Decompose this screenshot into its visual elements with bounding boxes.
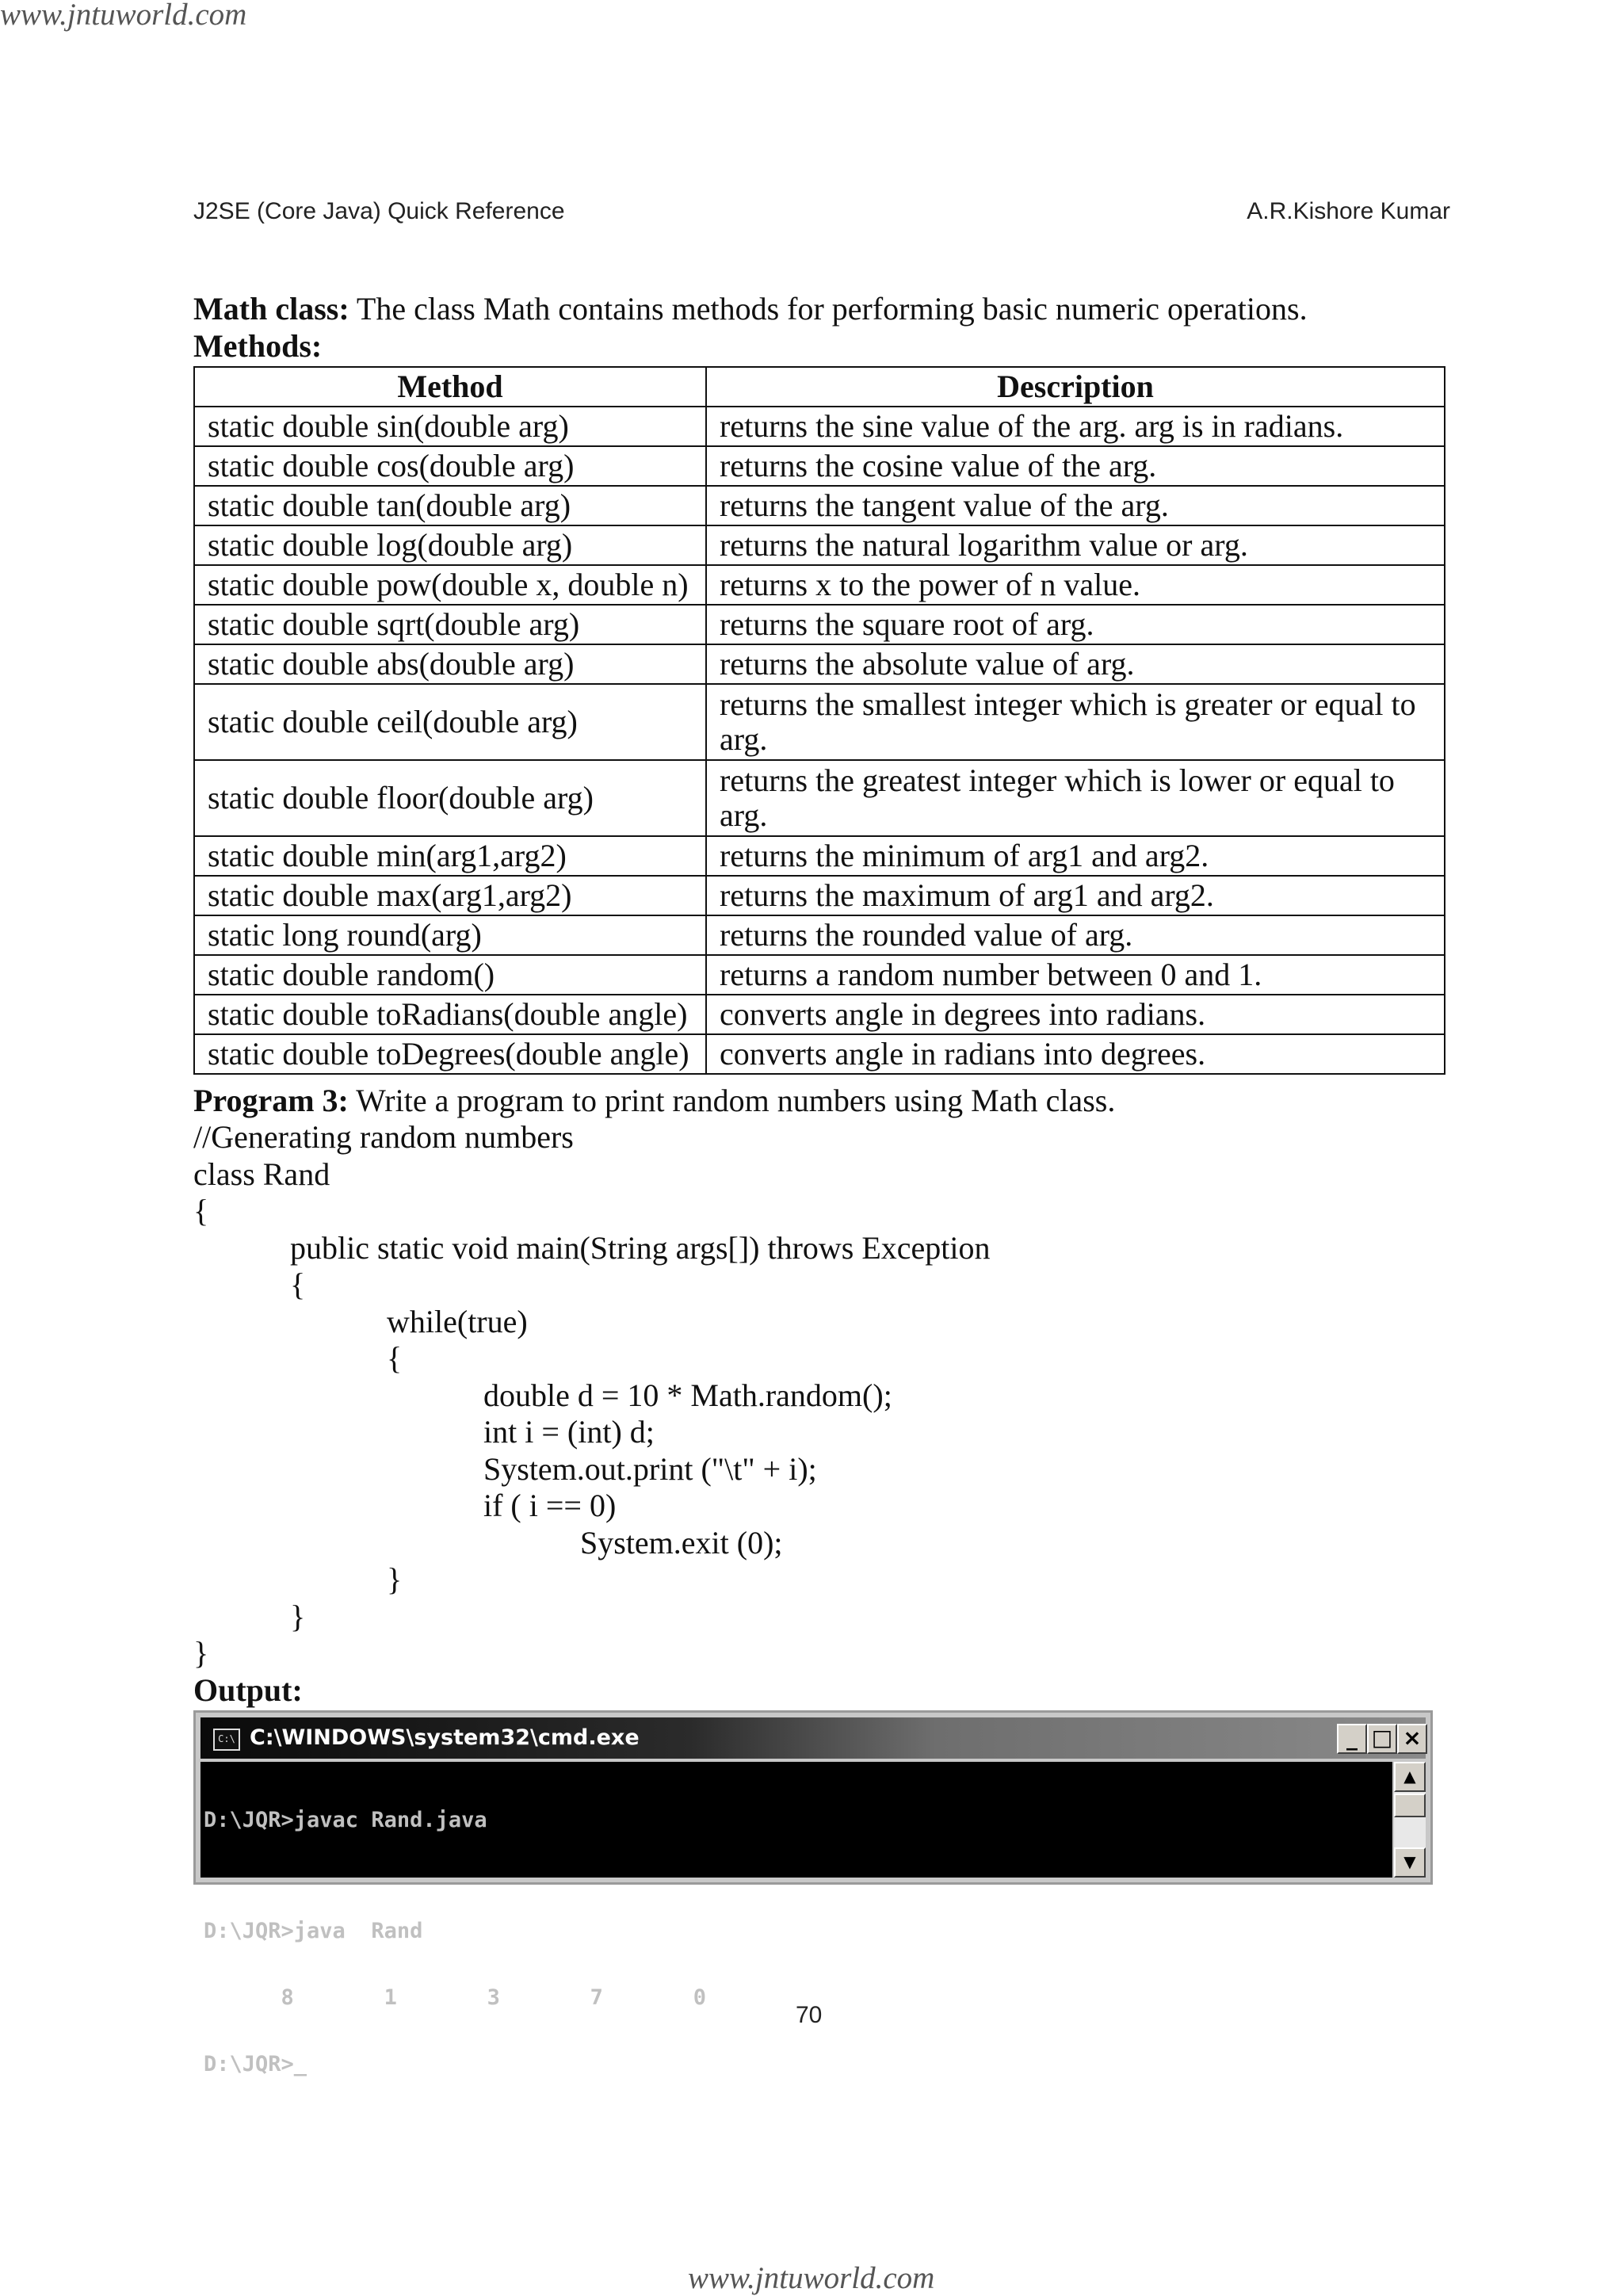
method-cell: static double random() [194,955,706,995]
description-cell: converts angle in radians into degrees. [706,1034,1445,1074]
terminal-line: 8 1 3 7 0 [204,1985,706,2010]
method-cell: static double log(double arg) [194,525,706,565]
maximize-button[interactable]: □ [1367,1724,1397,1754]
output-heading: Output: [193,1672,303,1708]
method-cell: static double pow(double x, double n) [194,565,706,605]
table-row [194,836,1445,876]
code-line: //Generating random numbers [193,1119,574,1155]
description-cell: returns the greatest integer which is lower or equal to arg. [706,760,1445,836]
table-row [194,915,1445,955]
table-row [194,565,1445,605]
code-line: System.out.print ("\t" + i); [483,1451,817,1487]
methods-heading: Methods: [193,328,323,364]
description-cell: returns the rounded value of arg. [706,915,1445,955]
table-row [194,955,1445,995]
description-cell: returns x to the power of n value. [706,565,1445,605]
program-heading: Program 3: [193,1083,349,1118]
terminal-window [193,1710,1433,2076]
method-cell: static double toRadians(double angle) [194,995,706,1034]
column-header-method: Method [194,367,706,407]
terminal-output [204,1765,706,2120]
description-cell: returns the maximum of arg1 and arg2. [706,876,1445,915]
code-line: } [290,1599,306,1634]
method-cell: static double max(arg1,arg2) [194,876,706,915]
header-left: J2SE (Core Java) Quick Reference [193,198,565,224]
method-cell: static double tan(double arg) [194,486,706,525]
intro-text: The class Math contains methods for performing basic numeric operations. [349,291,1308,327]
description-cell: returns the tangent value of the arg. [706,486,1445,525]
intro-paragraph [193,291,1308,327]
code-line: { [387,1340,403,1376]
column-header-description: Description [706,367,1445,407]
code-line: double d = 10 * Math.random(); [483,1377,892,1413]
description-cell: returns the smallest integer which is greater or equal to arg. [706,684,1445,760]
table-row [194,486,1445,525]
table-row [194,644,1445,684]
method-cell: static double sin(double arg) [194,407,706,446]
code-line: { [193,1193,209,1228]
code-line: { [290,1266,306,1302]
scroll-thumb[interactable] [1394,1794,1426,1817]
method-cell: static double sqrt(double arg) [194,605,706,644]
description-cell: returns the natural logarithm value or arg. [706,525,1445,565]
method-cell: static double ceil(double arg) [194,684,706,760]
description-cell: returns the minimum of arg1 and arg2. [706,836,1445,876]
method-cell: static double toDegrees(double angle) [194,1034,706,1074]
code-line: while(true) [387,1304,528,1339]
code-line: class Rand [193,1156,330,1192]
description-cell: returns a random number between 0 and 1. [706,955,1445,995]
program-text: Write a program to print random numbers using Math class. [348,1083,1116,1118]
terminal-title: C:\WINDOWS\system32\cmd.exe [250,1725,640,1750]
scroll-down-icon[interactable]: ▼ [1394,1847,1426,1878]
terminal-line: D:\JQR>javac Rand.java [204,1808,487,1832]
table-row [194,760,1445,836]
table-header-row [194,367,1445,407]
terminal-title-bar[interactable] [200,1717,1426,1759]
terminal-screen[interactable] [200,1762,1392,2076]
minimize-button[interactable]: _ [1337,1724,1367,1754]
code-line: System.exit (0); [580,1525,783,1561]
method-cell: static double cos(double arg) [194,446,706,486]
description-cell: returns the cosine value of the arg. [706,446,1445,486]
table-row [194,1034,1445,1074]
code-line: public static void main(String args[]) throws Exception [290,1230,991,1266]
description-cell: returns the sine value of the arg. arg is in radians. [706,407,1445,446]
cmd-icon: C:\ [213,1729,240,1751]
terminal-line: D:\JQR>_ [204,2052,307,2076]
table-row [194,684,1445,760]
table-row [194,407,1445,446]
header-right: A.R.Kishore Kumar [1247,198,1450,224]
table-row [194,605,1445,644]
intro-heading: Math class: [193,291,349,327]
watermark-top: www.jntuworld.com [0,0,247,32]
table-row [194,525,1445,565]
terminal-line: D:\JQR>java Rand [204,1919,423,1943]
code-line: int i = (int) d; [483,1414,655,1450]
method-cell: static double abs(double arg) [194,644,706,684]
method-cell: static double min(arg1,arg2) [194,836,706,876]
description-cell: returns the absolute value of arg. [706,644,1445,684]
table-row [194,995,1445,1034]
table-row [194,446,1445,486]
description-cell: returns the square root of arg. [706,605,1445,644]
methods-table [193,366,1445,1075]
code-line: if ( i == 0) [483,1488,617,1523]
description-cell: converts angle in degrees into radians. [706,995,1445,1034]
code-line: } [387,1561,403,1597]
close-button[interactable]: × [1397,1724,1427,1754]
table-row [194,876,1445,915]
terminal-scrollbar[interactable] [1394,1762,1426,1878]
method-cell: static double floor(double arg) [194,760,706,836]
code-line: } [193,1635,209,1671]
scroll-up-icon[interactable]: ▲ [1394,1762,1426,1792]
watermark-bottom: www.jntuworld.com [688,2261,935,2295]
method-cell: static long round(arg) [194,915,706,955]
page-number: 70 [796,2002,823,2028]
program-heading-line [193,1083,1115,1119]
